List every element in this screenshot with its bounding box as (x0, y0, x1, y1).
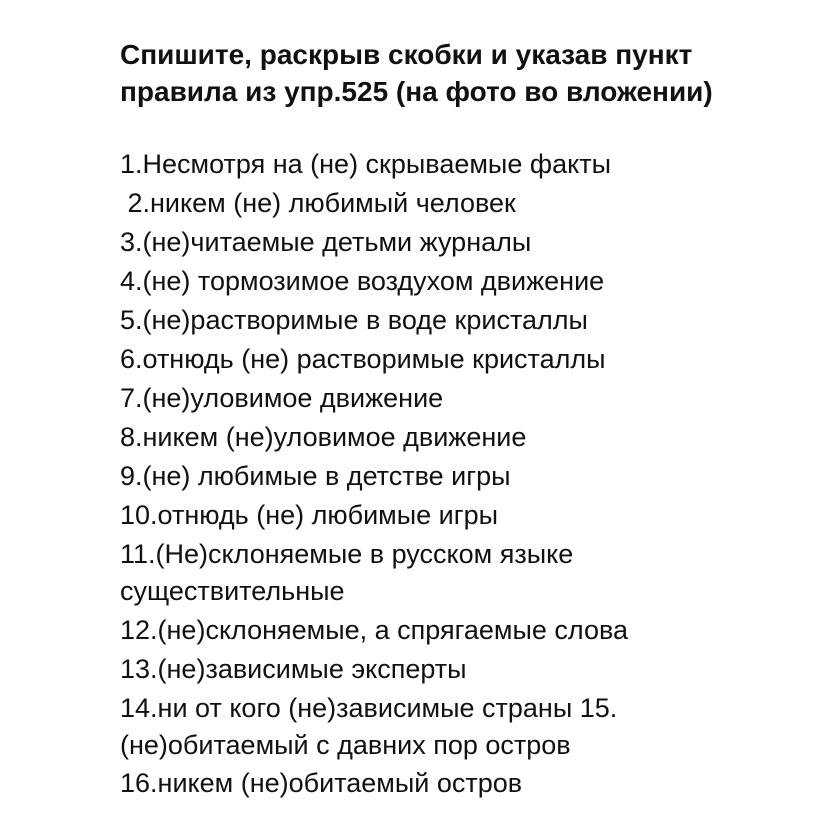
exercise-line: 16.никем (не)обитаемый остров (120, 768, 523, 798)
exercise-line: 6.отнюдь (не) растворимые кристаллы (120, 344, 606, 374)
exercise-line: 5.(не)растворимые в воде кристаллы (120, 305, 588, 335)
exercise-line: 14.ни от кого (не)зависимые страны 15. (120, 693, 618, 723)
exercise-line: (не)обитаемый с давних пор остров (120, 730, 571, 760)
exercise-line: 3.(не)читаемые детьми журналы (120, 227, 532, 257)
exercise-line: 2.никем (не) любимый человек (120, 188, 516, 218)
assignment-heading: Спишите, раскрыв скобки и указав пункт правила из упр.525 (на фото во вложении) (120, 39, 713, 107)
exercise-line: 12.(не)склоняемые, а спрягаемые слова (120, 615, 629, 645)
exercise-line: 9.(не) любимые в детстве игры (120, 461, 511, 491)
exercise-line: 11.(Не)склоняемые в русском языке (120, 539, 574, 569)
exercise-line: 4.(не) тормозимое воздухом движение (120, 266, 605, 296)
exercise-line: существительные (120, 576, 345, 606)
exercise-line: 7.(не)уловимое движение (120, 383, 444, 413)
exercise-line: 8.никем (не)уловимое движение (120, 422, 527, 452)
exercise-line: 13.(не)зависимые эксперты (120, 654, 467, 684)
exercise-line: 1.Несмотря на (не) скрываемые факты (120, 149, 611, 179)
exercise-line: 10.отнюдь (не) любимые игры (120, 500, 499, 530)
